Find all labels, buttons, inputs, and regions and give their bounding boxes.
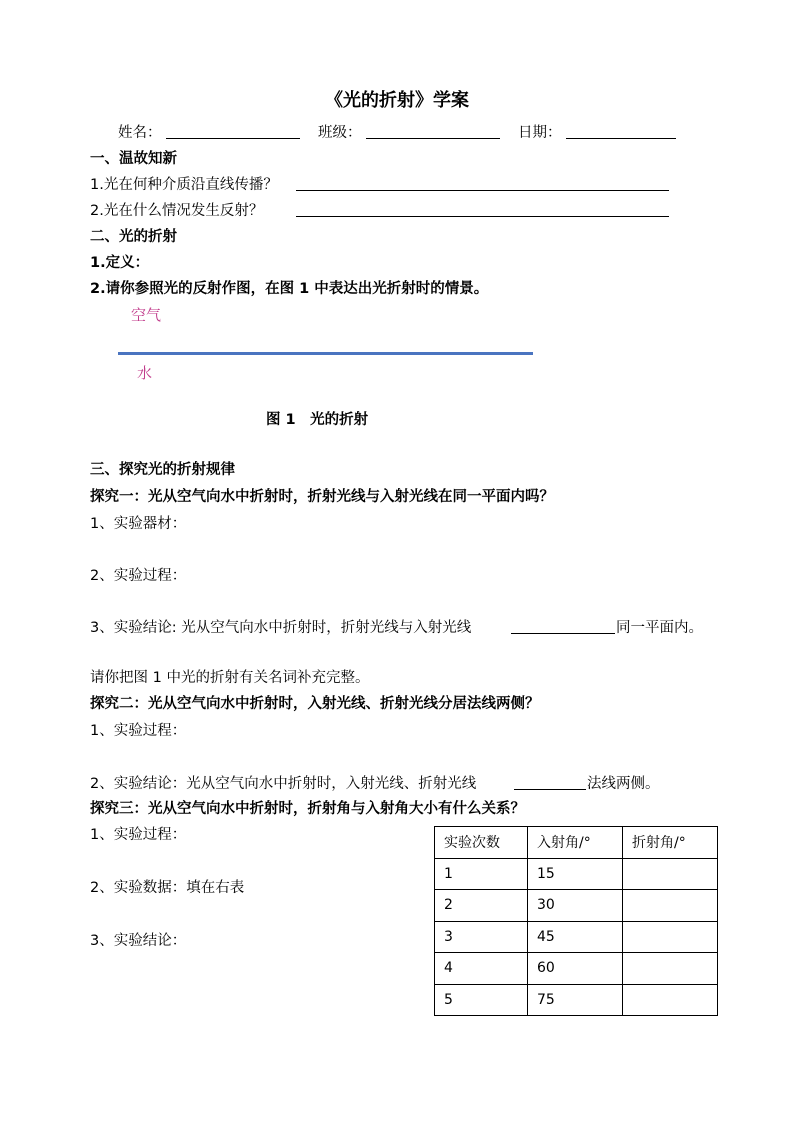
table-cell-trial: 1 bbox=[435, 858, 528, 890]
table-cell-refraction[interactable] bbox=[623, 984, 718, 1016]
explore1-item3-suffix: 同一平面内。 bbox=[616, 620, 703, 636]
explore1-item3-prefix: 3、实验结论: 光从空气向水中折射时，折射光线与入射光线 bbox=[90, 620, 472, 636]
explore1-item1: 1、实验器材： bbox=[90, 516, 187, 532]
explore1-heading: 探究一：光从空气向水中折射时，折射光线与入射光线在同一平面内吗？ bbox=[90, 489, 554, 505]
q1-answer-blank[interactable] bbox=[296, 190, 669, 191]
data-table bbox=[434, 826, 718, 1016]
figure-water-label: 水 bbox=[137, 364, 153, 382]
table-row bbox=[435, 953, 718, 985]
explore2-heading: 探究二：光从空气向水中折射时，入射光线、折射光线分居法线两侧？ bbox=[90, 696, 540, 712]
table-header-cell: 实验次数 bbox=[435, 827, 528, 859]
table-cell-refraction[interactable] bbox=[623, 858, 718, 890]
table-cell-incidence: 15 bbox=[528, 858, 623, 890]
table-row bbox=[435, 921, 718, 953]
section1-q2: 2.光在什么情况发生反射？ bbox=[90, 203, 264, 219]
explore3-heading: 探究三：光从空气向水中折射时，折射角与入射角大小有什么关系？ bbox=[90, 801, 525, 817]
table-cell-refraction[interactable] bbox=[623, 921, 718, 953]
explore1-item2: 2、实验过程： bbox=[90, 568, 187, 584]
table-row bbox=[435, 984, 718, 1016]
explore2-conclusion-blank[interactable] bbox=[514, 789, 586, 790]
explore2-item1: 1、实验过程： bbox=[90, 723, 187, 739]
table-cell-refraction[interactable] bbox=[623, 890, 718, 922]
table-header-row bbox=[435, 827, 718, 859]
section1-q1: 1.光在何种介质沿直线传播？ bbox=[90, 177, 278, 193]
figure-caption: 图 1 光的折射 bbox=[266, 412, 369, 428]
table-cell-trial: 2 bbox=[435, 890, 528, 922]
table-cell-trial: 4 bbox=[435, 953, 528, 985]
class-blank[interactable] bbox=[366, 138, 500, 139]
name-blank[interactable] bbox=[166, 138, 300, 139]
section3-heading: 三、探究光的折射规律 bbox=[90, 462, 235, 478]
table-row bbox=[435, 890, 718, 922]
date-label: 日期： bbox=[518, 125, 562, 141]
table-cell-incidence: 60 bbox=[528, 953, 623, 985]
explore1-conclusion-blank[interactable] bbox=[511, 633, 615, 634]
table-cell-incidence: 75 bbox=[528, 984, 623, 1016]
table-cell-refraction[interactable] bbox=[623, 953, 718, 985]
explore3-item2: 2、实验数据：填在右表 bbox=[90, 880, 245, 896]
explore3-item3: 3、实验结论： bbox=[90, 933, 187, 949]
table-cell-trial: 3 bbox=[435, 921, 528, 953]
explore3-item1: 1、实验过程： bbox=[90, 827, 187, 843]
date-blank[interactable] bbox=[566, 138, 676, 139]
table-cell-incidence: 30 bbox=[528, 890, 623, 922]
table-header-cell: 折射角/° bbox=[623, 827, 718, 859]
section2-item2: 2.请你参照光的反射作图，在图 1 中表达出光折射时的情景。 bbox=[90, 281, 489, 297]
section2-heading: 二、光的折射 bbox=[90, 229, 177, 245]
page-title: 《光的折射》学案 bbox=[325, 90, 469, 111]
explore2-item2-suffix: 法线两侧。 bbox=[587, 776, 660, 792]
explore2-item2-prefix: 2、实验结论：光从空气向水中折射时，入射光线、折射光线 bbox=[90, 776, 477, 792]
section1-heading: 一、温故知新 bbox=[90, 151, 177, 167]
table-header-cell: 入射角/° bbox=[528, 827, 623, 859]
figure-air-label: 空气 bbox=[131, 306, 162, 324]
table-cell-trial: 5 bbox=[435, 984, 528, 1016]
figure-note: 请你把图 1 中光的折射有关名词补充完整。 bbox=[90, 670, 370, 686]
table-cell-incidence: 45 bbox=[528, 921, 623, 953]
q2-answer-blank[interactable] bbox=[296, 216, 669, 217]
name-label: 姓名： bbox=[118, 125, 162, 141]
section2-item1: 1.定义： bbox=[90, 255, 150, 271]
air-water-interface-line bbox=[118, 352, 533, 355]
table-row bbox=[435, 858, 718, 890]
class-label: 班级： bbox=[318, 125, 362, 141]
